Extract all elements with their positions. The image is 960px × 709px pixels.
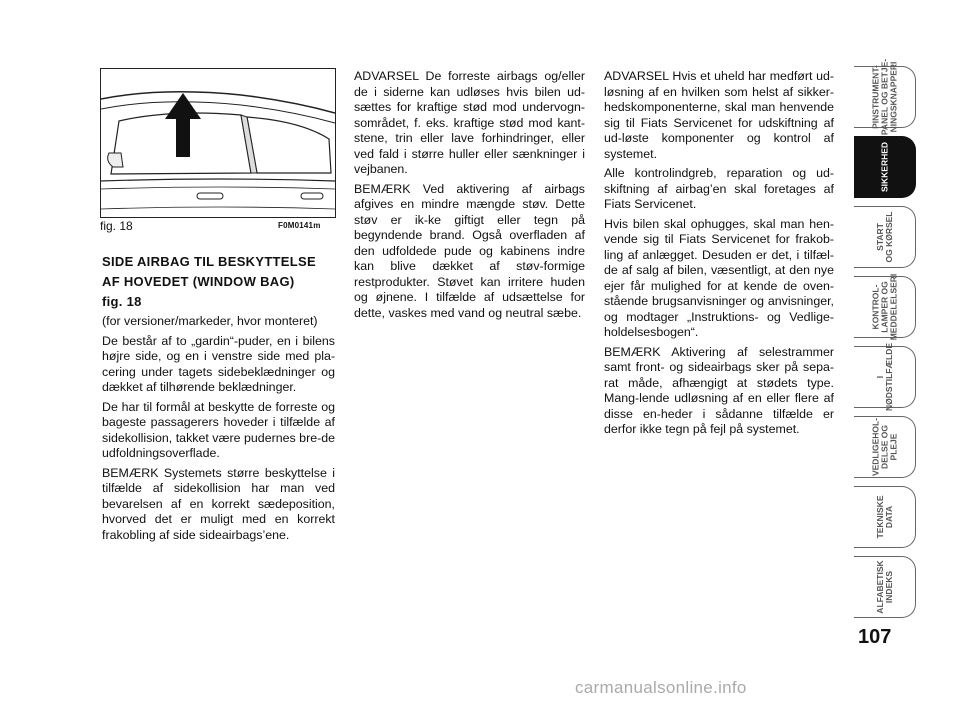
note-paragraph: BEMÆRK Ved aktivering af airbags afgives en mindre mængde støv. Dette støv er ik-ke giftigt eller tegn på begyndende brand. Også overfladen af den udfoldede pude og kabinens indre kan blive dækket af støv-formige restprodukter. Støvet kan irritere huden og øjnene. I tilfælde af udsættelse for dette, vaskes med vand og neutral sæbe. [354, 181, 585, 320]
tab-label: TEKNISKE DATA [874, 495, 894, 539]
figure-illustration [100, 68, 336, 218]
tab-label: ALFABETISK INDEKS [874, 560, 894, 614]
note-paragraph: BEMÆRK Aktivering af selestrammer samt front- og sideairbags sker på sepa-rat måde, afhængigt at stødets type. Mang-lende udløsning af en eller flere af disse en-heder i sådanne tilfælde er derfor ikke tegn på fejl på systemet. [604, 344, 834, 436]
chapter-tabs [854, 58, 920, 626]
tab-index[interactable] [854, 556, 916, 618]
tab-start-driving[interactable] [854, 206, 916, 268]
paragraph: Hvis bilen skal ophugges, skal man hen-vende sig til Fiats Servicenet for frakob-ling af anlægget. Desuden er det, i tilfæl-de af salg af bilen, væsentligt, at den nye ejer får mulighed for at kende de oven-stående brugsanvisninger og anvisninger, og modtager „Instruktions- og Vedlige-holdelsesbogen“. [604, 216, 834, 339]
tab-instrument-panel[interactable] [854, 58, 916, 136]
section-subtitle: (for versioner/markeder, hvor monteret) [102, 314, 318, 328]
figure-code: F0M0141m [278, 221, 321, 230]
tab-warning-lights[interactable] [854, 273, 916, 341]
paragraph: De har til formål at beskytte de forreste og bageste passagerers hoveder i tilfælde af sidekollision, takket være pudernes bre-de udfoldningsoverflade. [102, 399, 335, 460]
right-column [604, 69, 834, 442]
left-column [102, 254, 335, 547]
tab-label: SIKKERHED [879, 141, 889, 193]
tab-label: START OG KØRSEL [874, 211, 894, 263]
paragraph: BEMÆRK Systemets større beskyttelse i tilfælde af sidekollision har man ved bevarelsen af en korrekt sædeposition, hvorved det er muligt med en korrekt frakobling af side sideairbags’ene. [102, 465, 335, 542]
watermark: carmanualsonline.info [575, 678, 747, 697]
tab-label: PINSTRUMENT- PANEL OG BETJE- NINGSKNAPPERI [870, 58, 898, 136]
middle-column [354, 69, 585, 325]
section-heading-line3: fig. 18 [102, 294, 142, 309]
tab-maintenance[interactable] [854, 416, 916, 478]
tab-label: KONTROL- LAMPER OG MEDDELELSERI [870, 273, 898, 341]
tab-label: VEDLIGEHOL- DELSE OG PLEJE [870, 417, 898, 477]
warning-paragraph: ADVARSEL De forreste airbags og/eller de i siderne kan udløses hvis bilen ud-sættes for kraftige stød mod undervogn-sområdet, f. eks. kraftige stød mod kant-stene, trin eller lave forhindringer, eller ved fald i større huller eller sænkninger i vejbanen. [354, 69, 585, 176]
tab-label: I NØDSTILFÆLDE [874, 343, 894, 411]
figure-caption: fig. 18 [100, 219, 133, 233]
tab-safety[interactable] [854, 136, 916, 198]
paragraph: Alle kontrolindgreb, reparation og ud-skiftning af airbag’en skal foretages af Fiats Servicenet. [604, 166, 834, 211]
section-heading-line1: SIDE AIRBAG TIL BESKYTTELSE [102, 254, 316, 269]
paragraph: De består af to „gardin“-puder, en i bilens højre side, og en i venstre side med pla-cering under tagets sidebeklædninger og dækket af tilhørende beklædninger. [102, 333, 335, 394]
car-side-window-illustration [101, 69, 335, 217]
warning-paragraph: ADVARSEL Hvis et uheld har medført ud-løsning af en hvilken som helst af sikker-hedskomponenterne, skal man henvende sig til Fiats Servicenet for udskiftning af ud-løste komponenter og kontrol af systemet. [604, 69, 834, 161]
section-heading-line2: AF HOVEDET (WINDOW BAG) [102, 274, 295, 289]
tab-emergency[interactable] [854, 343, 916, 411]
up-arrow-icon [165, 93, 201, 157]
page-number: 107 [858, 626, 892, 648]
tab-technical-data[interactable] [854, 486, 916, 548]
